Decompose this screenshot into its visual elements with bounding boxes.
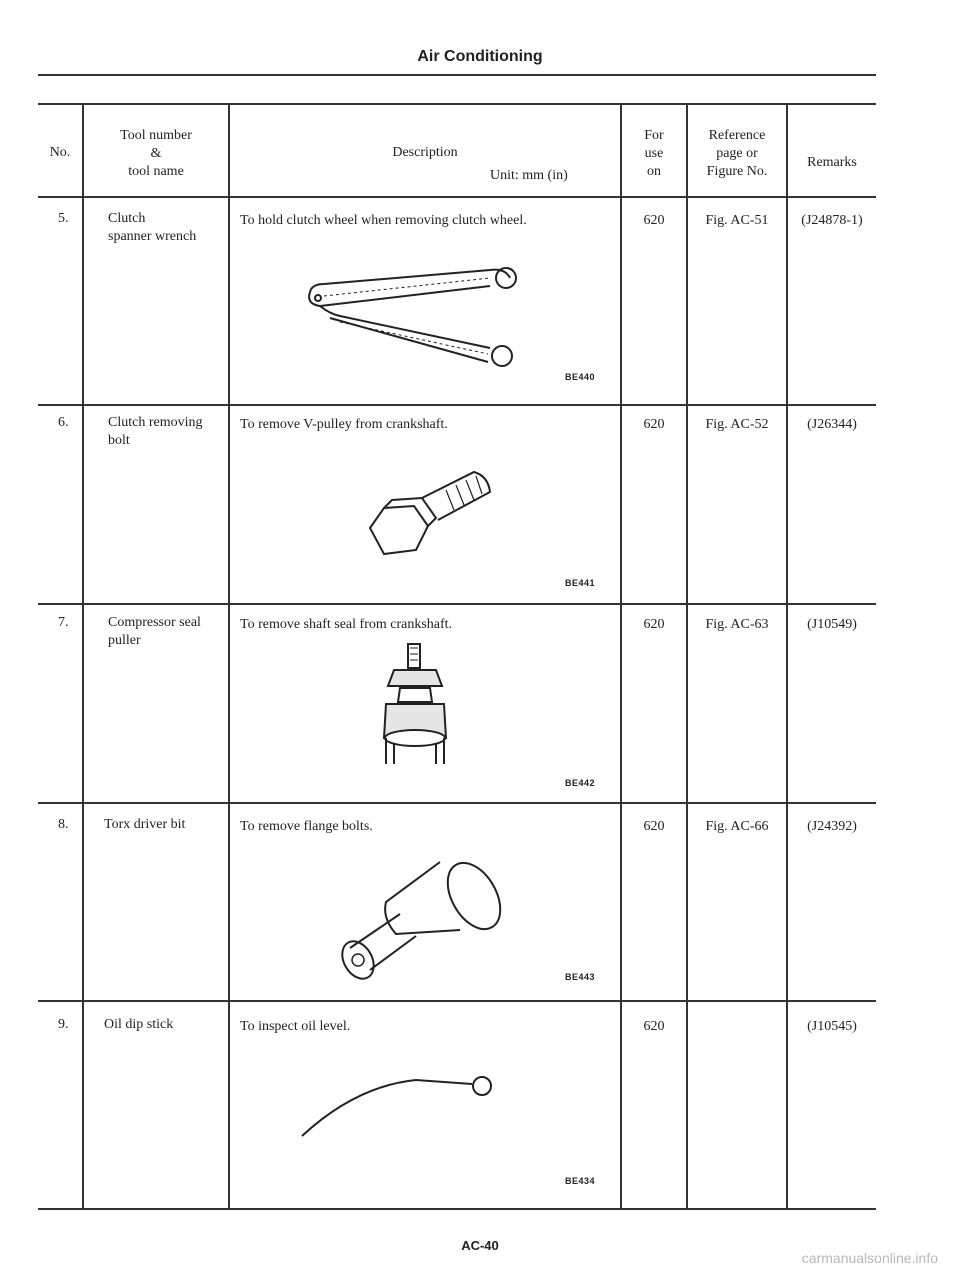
figure-code: BE441	[565, 578, 596, 588]
column-divider	[228, 103, 230, 1208]
tool-name: spanner wrench	[108, 229, 197, 244]
row-number: 6.	[58, 415, 69, 430]
tool-name: puller	[108, 633, 141, 648]
tool-description: To remove V-pulley from crankshaft.	[240, 417, 448, 432]
row-divider	[38, 802, 876, 804]
spanner-wrench-icon	[300, 256, 530, 376]
column-divider	[686, 103, 688, 1208]
reference-value: Fig. AC-66	[705, 819, 769, 834]
tool-name: Torx driver bit	[104, 817, 186, 832]
header-for-line2: use	[644, 146, 664, 161]
tool-description: To remove shaft seal from crankshaft.	[240, 617, 453, 632]
column-divider	[82, 103, 84, 1208]
tool-name: Clutch removing	[108, 415, 203, 430]
page-title: Air Conditioning	[417, 48, 543, 65]
header-ref-line1: Reference	[708, 128, 766, 143]
header-for-line1: For	[644, 128, 664, 143]
table-top-rule	[38, 103, 876, 105]
row-number: 7.	[58, 615, 69, 630]
header-remarks: Remarks	[807, 155, 857, 170]
figure-code: BE442	[565, 778, 596, 788]
reference-value: Fig. AC-63	[705, 617, 769, 632]
remarks-value: (J10545)	[807, 1019, 857, 1034]
header-tool-line1: Tool number	[120, 128, 192, 143]
header-ref-line3: Figure No.	[706, 164, 768, 179]
remarks-value: (J26344)	[807, 417, 857, 432]
header-tool-line3: tool name	[128, 164, 184, 179]
remarks-value: (J24878-1)	[801, 213, 863, 228]
for-use-value: 620	[643, 617, 665, 632]
dip-stick-icon	[296, 1064, 496, 1144]
row-divider	[38, 603, 876, 605]
tool-description: To inspect oil level.	[240, 1019, 351, 1034]
title-divider	[38, 74, 876, 76]
reference-value: Fig. AC-52	[705, 417, 769, 432]
table-bottom-rule	[38, 1208, 876, 1210]
watermark-link[interactable]: carmanualsonline.info	[801, 1250, 938, 1266]
tool-description: To hold clutch wheel when removing clutch wheel.	[240, 213, 527, 228]
page-number: AC-40	[461, 1238, 499, 1253]
removing-bolt-icon	[362, 458, 502, 568]
row-divider	[38, 404, 876, 406]
row-number: 9.	[58, 1017, 69, 1032]
reference-value: Fig. AC-51	[705, 213, 769, 228]
tool-name: Oil dip stick	[104, 1017, 174, 1032]
for-use-value: 620	[643, 819, 665, 834]
tool-name: bolt	[108, 433, 130, 448]
tool-name: Compressor seal	[108, 615, 201, 630]
figure-code: BE443	[565, 972, 596, 982]
header-unit: Unit: mm (in)	[490, 168, 568, 183]
header-description: Description	[392, 145, 458, 160]
tool-description: To remove flange bolts.	[240, 819, 373, 834]
tool-name: Clutch	[108, 211, 146, 226]
header-tool-line2: &	[150, 146, 162, 161]
header-bottom-rule	[38, 196, 876, 198]
torx-bit-icon	[330, 856, 510, 986]
seal-puller-icon	[370, 640, 460, 768]
figure-code: BE434	[565, 1176, 596, 1186]
remarks-value: (J24392)	[807, 819, 857, 834]
header-ref-line2: page or	[716, 146, 758, 161]
row-divider	[38, 1000, 876, 1002]
header-for-line3: on	[647, 164, 661, 179]
for-use-value: 620	[643, 1019, 665, 1034]
row-number: 5.	[58, 211, 69, 226]
for-use-value: 620	[643, 213, 665, 228]
column-divider	[786, 103, 788, 1208]
header-no: No.	[49, 145, 71, 160]
for-use-value: 620	[643, 417, 665, 432]
remarks-value: (J10549)	[807, 617, 857, 632]
column-divider	[620, 103, 622, 1208]
row-number: 8.	[58, 817, 69, 832]
figure-code: BE440	[565, 372, 596, 382]
